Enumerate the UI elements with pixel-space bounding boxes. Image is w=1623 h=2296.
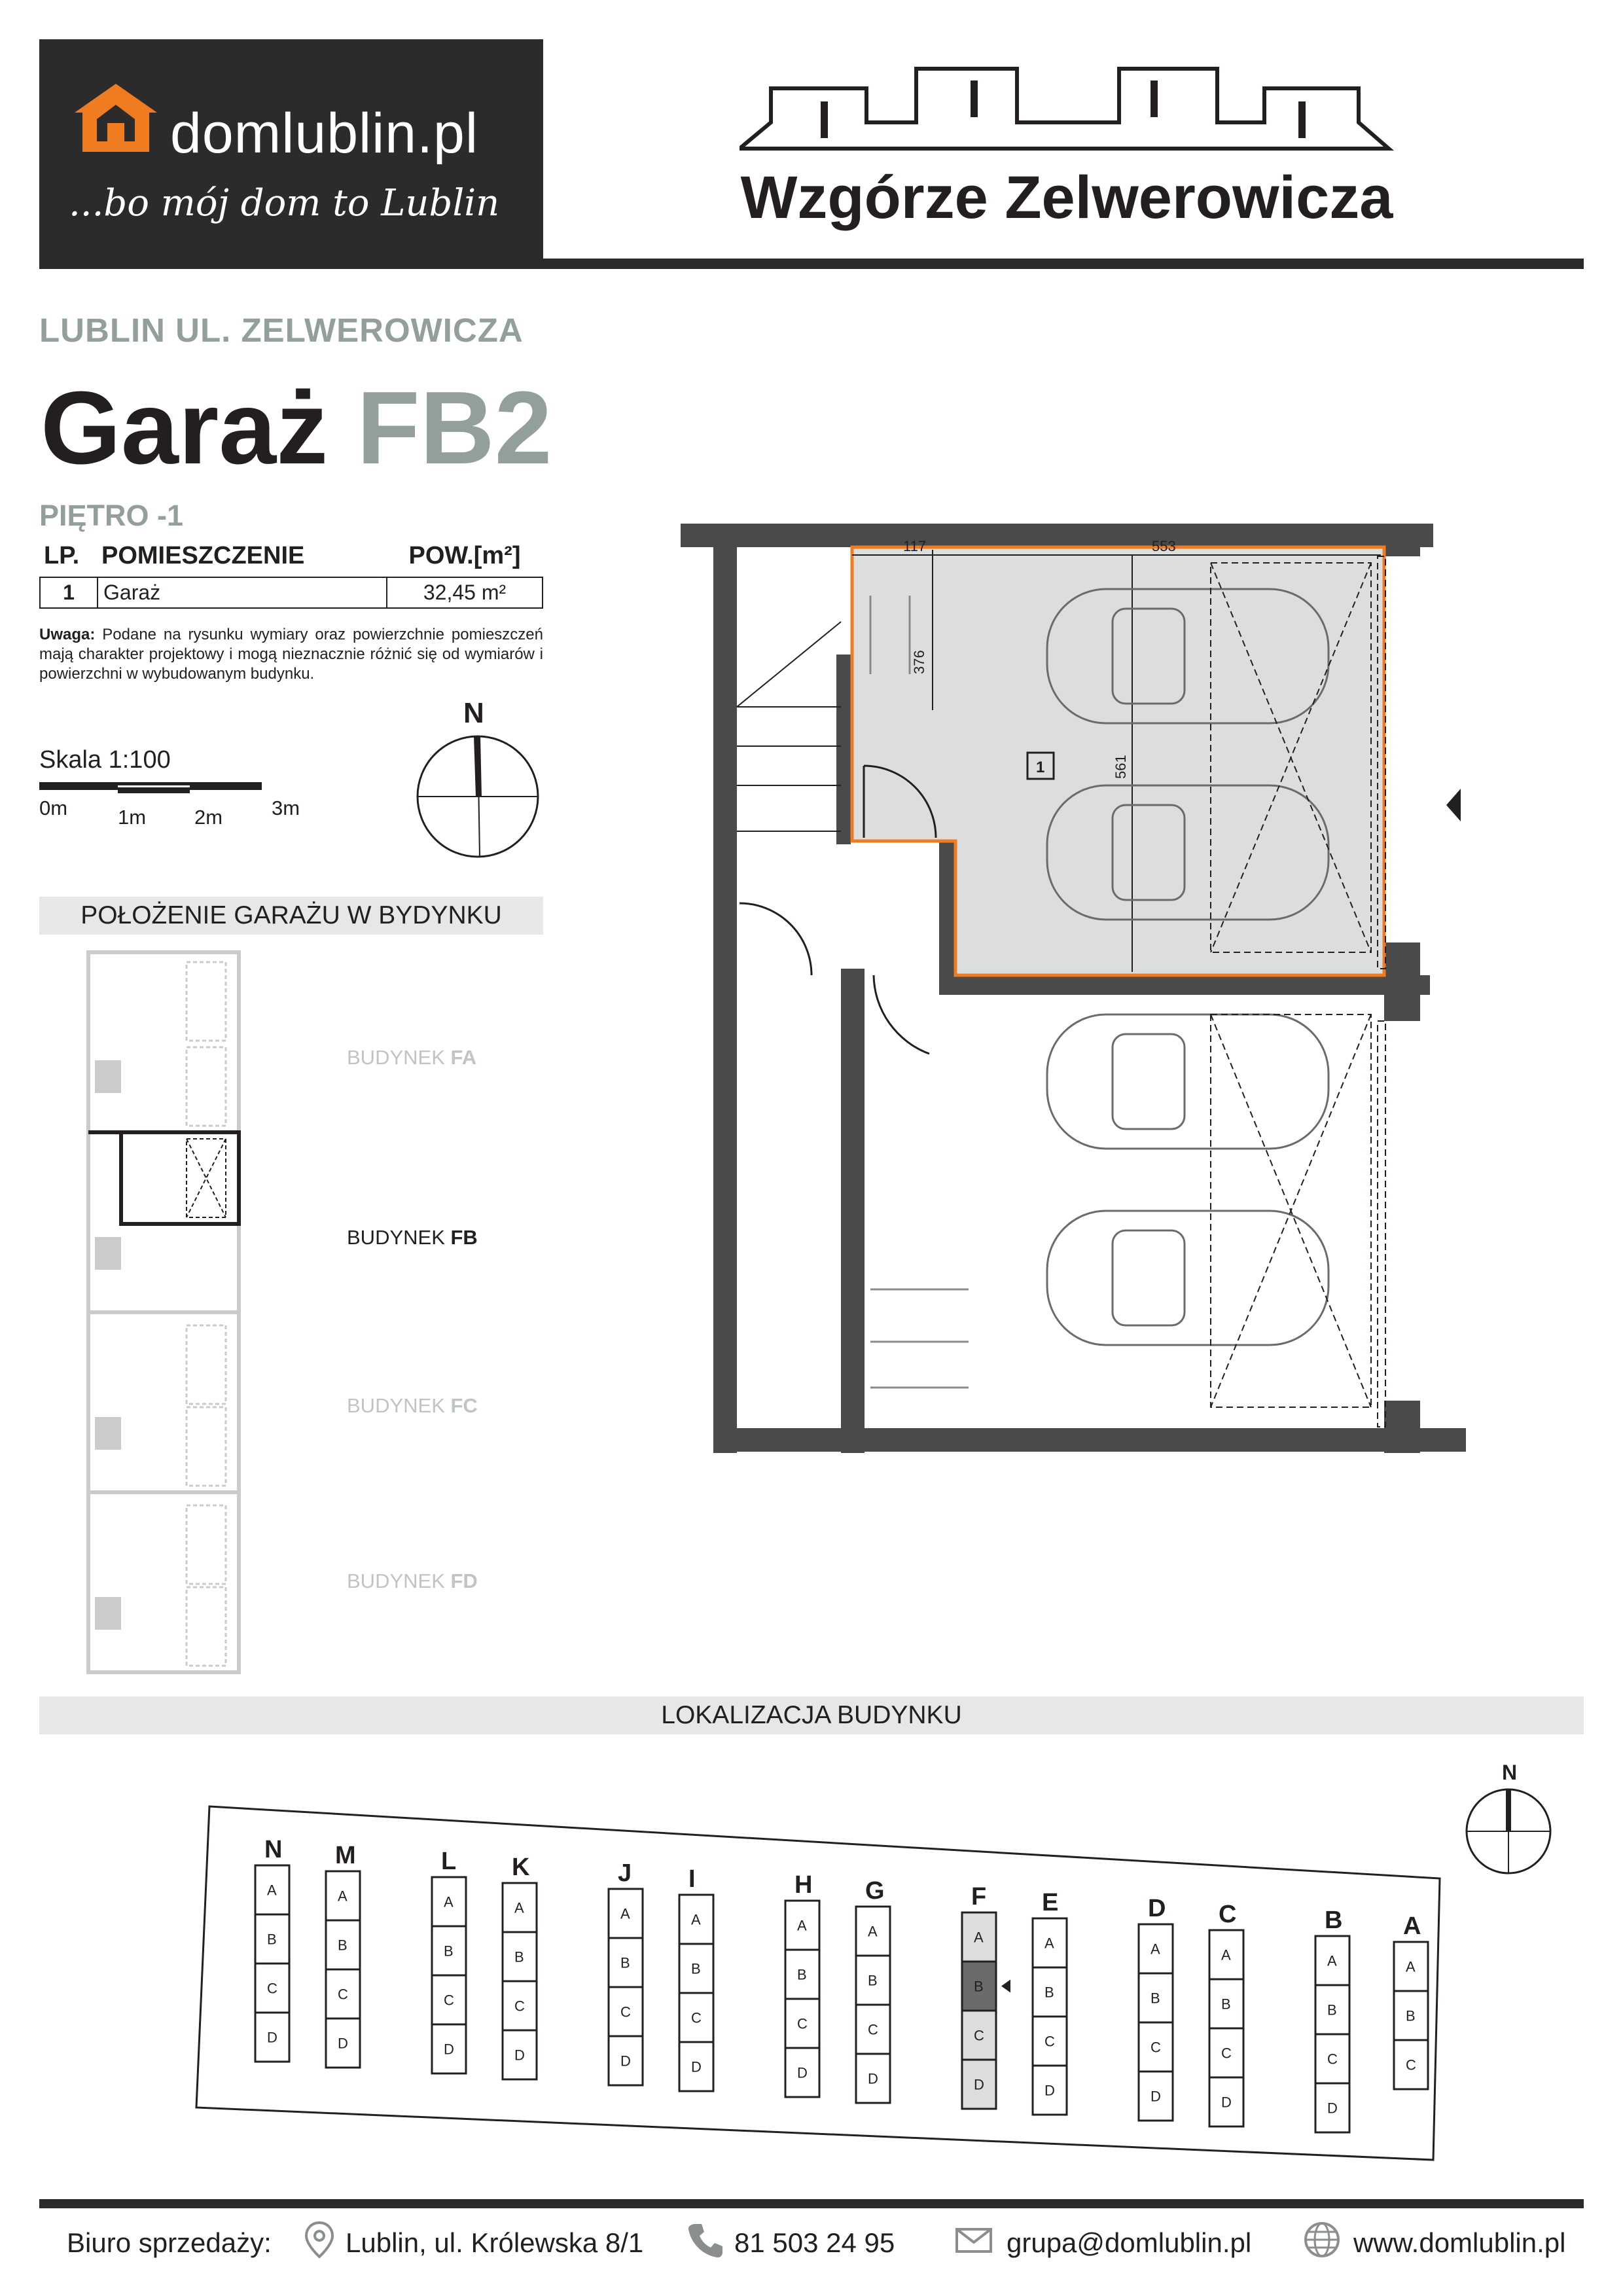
site-segment-label: B (1221, 1996, 1231, 2013)
site-segment-label: A (1406, 1958, 1416, 1975)
floor-label: PIĘTRO -1 (39, 499, 184, 532)
site-segment-label: B (691, 1960, 701, 1977)
site-segment-label: B (338, 1937, 348, 1954)
site-building-d (1139, 1895, 1173, 2121)
room-number: 1 (1036, 759, 1045, 776)
row-room: Garaż (98, 577, 387, 608)
building-prefix: BUDYNEK (347, 1394, 445, 1417)
house-logo-icon (71, 81, 161, 154)
site-segment-label: B (797, 1966, 807, 1983)
site-segment-label: D (267, 2029, 277, 2046)
site-segment-label: B (974, 1978, 984, 1995)
site-building-label: C (1219, 1901, 1237, 1928)
site-segment-label: C (514, 1998, 525, 2015)
site-segment-label: C (1044, 2033, 1055, 2050)
site-segment-label: C (974, 2027, 984, 2044)
building-label-fd (347, 1570, 478, 1593)
site-segment-label: D (1221, 2094, 1232, 2111)
note-text: Podane na rysunku wymiary oraz powierzchnie pomieszczeń mają charakter projektowy i mogą nieznacznie różnić się od wymiarów i powierzchni w wybudowanym budynku. (39, 626, 543, 683)
site-segment-label: A (1150, 1941, 1160, 1958)
col-area: POW.[m²] (408, 542, 521, 569)
site-segment-label: C (444, 1992, 454, 2009)
site-segment-label: B (444, 1943, 454, 1960)
phone-icon (686, 2220, 725, 2259)
location-line: LUBLIN UL. ZELWEROWICZA (39, 312, 524, 349)
site-segment-label: D (1150, 2088, 1161, 2105)
site-segment-label: A (338, 1888, 348, 1905)
site-building-label: M (335, 1842, 356, 1869)
dim-small-width: 117 (903, 538, 927, 554)
site-building-j (609, 1859, 643, 2085)
footer-website[interactable]: www.domlublin.pl (1353, 2227, 1566, 2258)
note-label: Uwaga: (39, 626, 96, 643)
site-building-e (1033, 1889, 1067, 2115)
globe-icon (1302, 2220, 1342, 2259)
garage-title (41, 370, 552, 486)
site-segment-label: D (444, 2041, 454, 2058)
site-segment-label: D (797, 2064, 808, 2081)
building-prefix: BUDYNEK (347, 1570, 445, 1592)
site-segment-label: B (1044, 1984, 1054, 2001)
building-prefix: BUDYNEK (347, 1226, 445, 1249)
building-prefix: BUDYNEK (347, 1046, 445, 1069)
site-building-i (679, 1865, 713, 2091)
site-building-k (503, 1854, 537, 2079)
site-building-m (326, 1842, 360, 2068)
logo-text: domlublin.pl (170, 102, 478, 165)
site-building-n (255, 1836, 289, 2062)
site-building-label: K (512, 1854, 530, 1881)
site-segment-label: A (797, 1917, 807, 1934)
scale-tick-2: 2m (194, 806, 223, 829)
site-building-f (962, 1883, 1010, 2109)
site-building-label: H (794, 1871, 813, 1899)
floor-plan (681, 517, 1466, 1453)
header-divider (39, 259, 1584, 269)
site-segment-label: B (514, 1948, 524, 1965)
dim-small-depth: 376 (911, 650, 927, 674)
site-building-h (785, 1871, 819, 2097)
site-building-label: F (971, 1883, 987, 1910)
location-pin-icon (300, 2220, 339, 2259)
site-segment-label: C (620, 2003, 631, 2020)
dim-total-depth: 561 (1113, 755, 1129, 779)
project-title: Wzgórze Zelwerowicza (740, 164, 1393, 231)
site-segment-label: B (1327, 2001, 1337, 2018)
footer-address: Lublin, ul. Królewska 8/1 (346, 2227, 644, 2258)
site-building-label: L (441, 1848, 457, 1875)
site-section-title: LOKALIZACJA BUDYNKU (661, 1701, 962, 1729)
site-building-label: I (688, 1865, 696, 1893)
site-segment-label: C (868, 2021, 878, 2038)
rooms-table-header (40, 541, 543, 577)
site-segment-label: D (620, 2053, 631, 2070)
site-building-label: J (618, 1859, 632, 1887)
site-segment-label: C (338, 1986, 348, 2003)
garage-title-prefix: Garaż (41, 370, 329, 486)
site-building-g (856, 1877, 890, 2103)
scale-tick-3: 3m (272, 797, 300, 819)
compass-label: N (463, 697, 484, 729)
footer-email[interactable]: grupa@domlublin.pl (1007, 2227, 1252, 2258)
site-pointer-arrow (1001, 1980, 1010, 1993)
building-code: FC (450, 1394, 478, 1417)
site-segment-label: A (514, 1899, 524, 1916)
building-label-fa (347, 1046, 476, 1069)
site-segment-label: C (691, 2009, 702, 2026)
compass-icon (412, 731, 543, 862)
scale-label: Skala 1:100 (39, 746, 171, 774)
site-segment-label: A (267, 1882, 277, 1899)
footer-phone[interactable]: 81 503 24 95 (734, 2227, 895, 2258)
site-segment-label: C (1406, 2056, 1416, 2073)
dim-total-width: 553 (1152, 538, 1176, 554)
scale-tick-1: 1m (118, 806, 147, 829)
site-segment-label: B (868, 1972, 878, 1989)
site-building-label: E (1042, 1889, 1059, 1916)
site-segment-label: D (974, 2076, 984, 2093)
site-segment-label: C (267, 1980, 277, 1997)
site-segment-label: A (444, 1893, 454, 1910)
site-segment-label: B (620, 1954, 630, 1971)
site-segment-label: D (691, 2058, 702, 2075)
site-segment-label: D (1044, 2082, 1055, 2099)
site-building-label: G (865, 1877, 885, 1905)
site-segment-label: B (267, 1931, 277, 1948)
site-segment-label: A (1221, 1946, 1231, 1964)
building-position-diagram (75, 942, 245, 1682)
rooms-table (39, 541, 543, 609)
site-building-c (1209, 1901, 1243, 2126)
col-room: POMIESZCZENIE (101, 542, 305, 569)
footer-divider (39, 2199, 1584, 2208)
compass (412, 697, 543, 867)
site-building-label: B (1325, 1907, 1343, 1934)
site-segment-label: C (1327, 2051, 1338, 2068)
site-building-a (1394, 1912, 1428, 2089)
site-segment-label: B (1150, 1990, 1160, 2007)
logo-tagline: ...bo mój dom to Lublin (69, 182, 500, 224)
site-building-b (1315, 1907, 1349, 2132)
site-segment-label: A (1327, 1952, 1337, 1969)
table-row (40, 577, 543, 608)
site-segment-label: A (691, 1911, 701, 1928)
site-segment-label: D (1327, 2100, 1338, 2117)
scale-bar (39, 782, 301, 829)
col-lp: LP. (44, 542, 80, 569)
site-segment-label: B (1406, 2007, 1416, 2024)
disclaimer-note (39, 625, 543, 684)
site-segment-label: A (974, 1929, 984, 1946)
site-segment-label: A (1044, 1935, 1054, 1952)
building-code: FA (450, 1046, 477, 1069)
project-logo-skyline (740, 62, 1394, 154)
site-segment-label: C (1150, 2039, 1161, 2056)
site-segment-label: C (797, 2015, 808, 2032)
site-segment-label: D (514, 2047, 525, 2064)
site-segment-label: A (620, 1905, 630, 1922)
garage-title-code: FB2 (357, 370, 552, 486)
position-section-title: POŁOŻENIE GARAŻU W BYDYNKU (80, 901, 502, 929)
building-label-fc (347, 1394, 478, 1418)
site-segment-label: D (868, 2070, 878, 2087)
building-label-fb (347, 1226, 478, 1249)
logo-block[interactable] (39, 39, 543, 259)
site-building-l (432, 1848, 466, 2073)
scale-bar-graphic (39, 782, 301, 795)
row-area: 32,45 m² (387, 577, 543, 608)
building-code: FD (450, 1570, 478, 1592)
site-building-label: A (1403, 1912, 1421, 1940)
site-plan (183, 1754, 1492, 2173)
building-code: FB (450, 1226, 478, 1249)
site-segment-label: D (338, 2035, 348, 2052)
site-building-label: N (264, 1836, 283, 1863)
site-segment-label: C (1221, 2045, 1232, 2062)
scale-tick-0: 0m (39, 797, 68, 819)
row-lp: 1 (40, 577, 98, 608)
site-building-label: D (1148, 1895, 1166, 1922)
site-segment-label: A (868, 1923, 878, 1940)
site-compass-label: N (1502, 1761, 1518, 1784)
footer-office-label: Biuro sprzedaży: (67, 2227, 272, 2258)
envelope-icon (954, 2220, 993, 2259)
